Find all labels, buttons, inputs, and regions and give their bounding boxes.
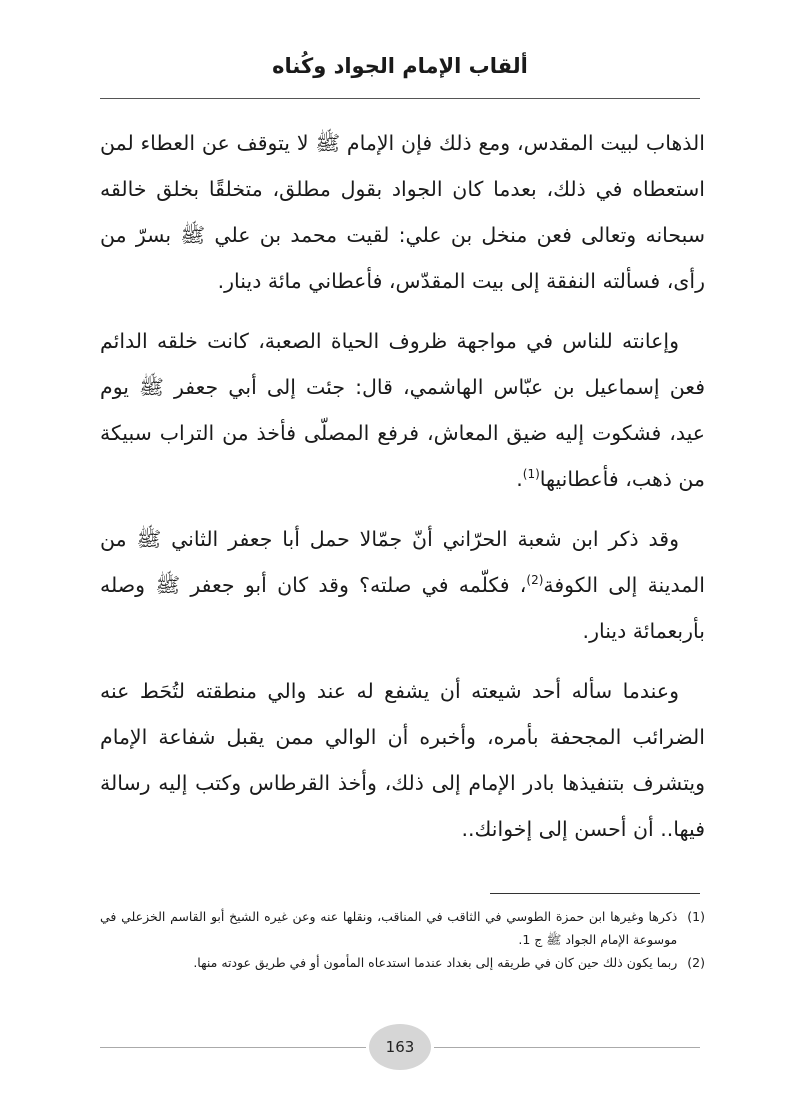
footnotes [100,905,705,974]
paragraph-1-text: الذهاب لبيت المقدس، ومع ذلك فإن الإمام ﷺ لا يتوقف عن العطاء لمن استعطاه في ذلك، بعدما كان الجواد بقول مطلق، متخلقًا بخلق خالقه سبحانه وتعالى فعن منخل بن علي: لقيت محمد بن علي ﷺ بسرّ من رأى، فسألته النفقة إلى بيت المقدّس، فأعطاني مائة دينار. [100,131,705,293]
footnote-ref-1[interactable]: (1) [522,467,540,482]
footnote-1 [100,905,705,951]
paragraph-2-tail: . [516,467,523,491]
footnote-1-text: ذكرها وغيرها ابن حمزة الطوسي في الثاقب في المناقب، ونقلها عنه وعن غيره الشيخ أبو القاسم الخزعلي في موسوعة الإمام الجواد ﷺ ج 1. [100,909,678,947]
footer-line-right [434,1047,700,1048]
paragraph-4 [100,668,705,852]
running-header-title: ألقاب الإمام الجواد وكُناه [272,54,528,78]
footnote-ref-2[interactable]: (2) [526,573,544,588]
footnote-2-text: ربما يكون ذلك حين كان في طريقه إلى بغداد عندما استدعاه المأمون أو في طريق عودته منها. [193,955,678,970]
paragraph-3-tail: ، فكلّمه في صلته؟ وقد كان أبو جعفر ﷺ وصله بأربعمائة دينار. [100,573,705,643]
footnote-separator [490,893,700,894]
paragraph-3 [100,516,705,654]
footnote-2 [100,951,705,974]
paragraph-2-text: وإعانته للناس في مواجهة ظروف الحياة الصعبة، كانت خلقه الدائم فعن إسماعيل بن عبّاس الهاشمي، قال: جئت إلى أبي جعفر ﷺ يوم عيد، فشكوت إليه ضيق المعاش، فرفع المصلّى فأخذ من التراب سبيكة من ذهب، فأعطانيها [100,329,705,491]
footer-line-left [100,1047,366,1048]
page-number-badge [369,1024,431,1070]
page-number: 163 [385,1038,415,1056]
paragraph-3-text: وقد ذكر ابن شعبة الحرّاني أنّ جمّالا حمل أبا جعفر الثاني ﷺ من المدينة إلى الكوفة [100,527,705,597]
footnote-1-marker: (1) [687,909,705,924]
header-rule [100,98,700,99]
paragraph-2 [100,318,705,502]
paragraph-4-text: وعندما سأله أحد شيعته أن يشفع له عند والي منطقته لتُحَط عنه الضرائب المجحفة بأمره، وأخبره أن الوالي ممن يقبل شفاعة الإمام ويتشرف بتنفيذها بادر الإمام إلى ذلك، وأخذ القرطاس وكتب إليه رسالة فيها.. أن أحسن إلى إخوانك.. [100,679,705,841]
body-text [100,120,705,866]
footnote-2-marker: (2) [687,955,705,970]
paragraph-1 [100,120,705,304]
